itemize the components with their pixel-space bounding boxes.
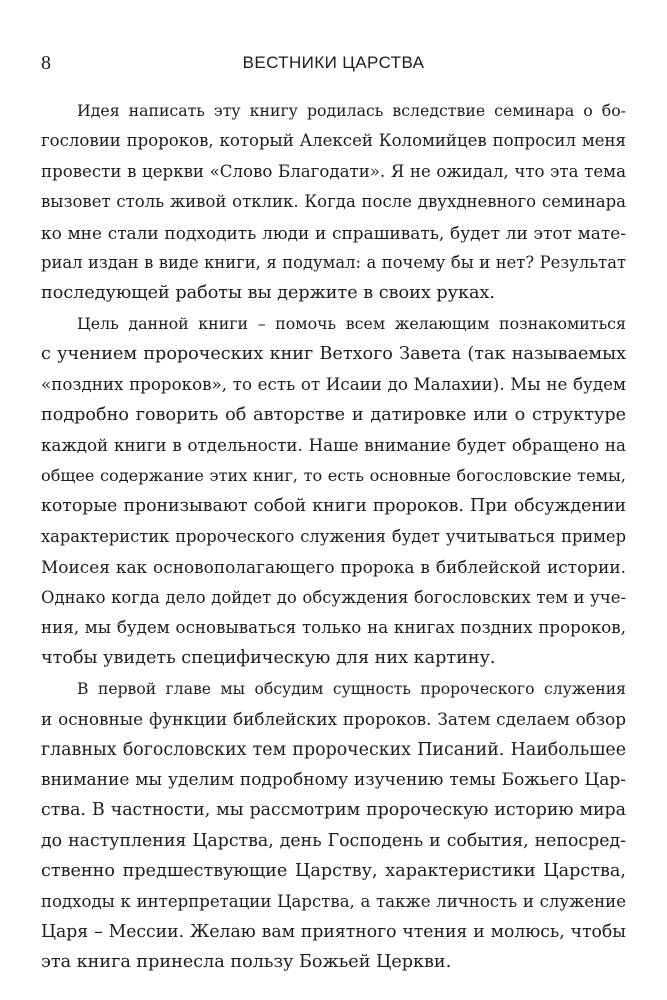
- text-line: Царя – Мессии. Желаю вам приятного чтения и молюсь, чтобы: [41, 921, 626, 942]
- text-line: с учением пророческих книг Ветхого Завета (так называемых: [41, 344, 626, 365]
- text-line: которые пронизывают собой книги пророков. При обсуждении: [41, 496, 626, 517]
- text-line: гословии пророков, который Алексей Коломийцев попросил меня: [41, 131, 626, 151]
- text-line: до наступления Царства, день Господень и события, непосред-: [41, 830, 626, 851]
- text-line: Идея написать эту книгу родилась вследствие семинара о бо-: [77, 101, 626, 120]
- running-head: [41, 50, 626, 76]
- text-line: ко мне стали подходить люди и спрашивать, будет ли этот мате-: [41, 222, 626, 243]
- text-line: характеристик пророческого служения будет учитываться пример: [41, 526, 626, 546]
- text-line: риал издан в виде книги, я подумал: а почему бы и нет? Результат: [41, 253, 626, 273]
- text-line: ния, мы будем основываться только на книгах поздних пророков,: [41, 617, 626, 637]
- text-line: последующей работы вы держите в своих руках.: [41, 283, 495, 304]
- text-line: эта книга принесла пользу Божьей Церкви.: [41, 952, 452, 973]
- text-line: главных богословских тем пророческих Писаний. Наибольшее: [41, 739, 626, 760]
- text-line: Моисея как основополагающего пророка в библейской истории.: [41, 557, 626, 578]
- text-line: ства. В частности, мы рассмотрим пророческую историю мира: [41, 800, 626, 821]
- paragraph-2: [41, 309, 626, 674]
- paragraph-1: [41, 96, 626, 309]
- text-line: общее содержание этих книг, то есть основные богословские темы,: [41, 465, 626, 485]
- text-line: подходы к интерпретации Царства, а также личность и служение: [41, 891, 626, 911]
- text-line: подробно говорить об авторстве и датировке или о структуре: [41, 405, 626, 426]
- text-line: ственно предшествующие Царству, характеристики Царства,: [41, 861, 626, 882]
- page-number: 8: [41, 52, 51, 74]
- running-head-title: ВЕСТНИКИ ЦАРСТВА: [242, 53, 425, 72]
- text-line: каждой книги в отдельности. Наше внимание будет обращено на: [41, 435, 626, 456]
- body-text: [41, 96, 626, 978]
- text-line: и основные функции библейских пророков. Затем сделаем обзор: [41, 709, 626, 730]
- text-line: Цель данной книги – помочь всем желающим познакомиться: [77, 313, 626, 333]
- text-line: вызовет столь живой отклик. Когда после двухдневного семинара: [41, 192, 626, 212]
- text-line: «поздних пророков», то есть от Исаии до Малахии). Мы не будем: [41, 374, 626, 394]
- text-line: провести в церкви «Слово Благодати». Я не ожидал, что эта тема: [41, 161, 626, 181]
- text-line: В первой главе мы обсудим сущность пророческого служения: [77, 679, 626, 698]
- text-line: Однако когда дело дойдет до обсуждения богословских тем и уче-: [41, 587, 626, 607]
- text-line: внимание мы уделим подробному изучению темы Божьего Цар-: [41, 769, 626, 790]
- text-line: чтобы увидеть специфическую для них картину.: [41, 648, 496, 669]
- paragraph-3: [41, 674, 626, 978]
